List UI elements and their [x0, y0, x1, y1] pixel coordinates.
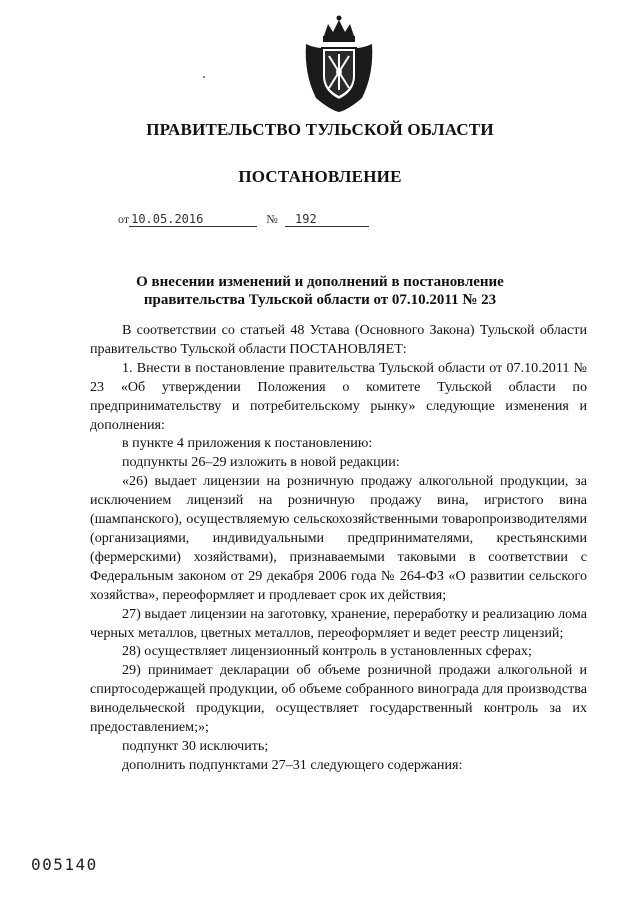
government-name: ПРАВИТЕЛЬСТВО ТУЛЬСКОЙ ОБЛАСТИ — [146, 120, 494, 139]
subpoint-29-paragraph: 29) принимает декларации об объеме розничной продажи алкогольной и спиртосодержащей продукции, об объеме собранного винограда для производства винодельческой продукции, осуществляет государственный контроль за их предоставлением;»; — [90, 662, 587, 736]
date-label: от — [118, 212, 130, 226]
subpoint-27-paragraph: 27) выдает лицензии на заготовку, хранение, переработку и реализацию лома черных металлов, цветных металлов, переоформляет и ведет реестр лицензий; — [90, 605, 587, 641]
document-body — [90, 321, 587, 775]
item-1-paragraph: 1. Внести в постановление правительства Тульской области от 07.10.2011 № 23 «Об утверждении Положения о комитете Тульской области по предпринимательству и потребительскому рынку» следующие изменения и дополнения: — [90, 359, 587, 433]
subpoint-30-paragraph: подпункт 30 исключить; — [122, 737, 269, 754]
title-line-1: О внесении изменений и дополнений в постановление — [136, 274, 504, 290]
title-line-2: правительства Тульской области от 07.10.2011 № 23 — [143, 292, 497, 308]
subpoint-28-paragraph: 28) осуществляет лицензионный контроль в установленных сферах; — [122, 643, 532, 660]
preamble-paragraph: В соответствии со статьей 48 Устава (Основного Закона) Тульской области правительство Тульской области ПОСТАНОВЛЯЕТ: — [90, 322, 587, 357]
addition-paragraph: дополнить подпунктами 27–31 следующего содержания: — [122, 756, 463, 773]
point-4-paragraph: в пункте 4 приложения к постановлению: — [122, 435, 373, 452]
coat-of-arms-icon — [300, 14, 378, 114]
number-value: 192 — [285, 213, 369, 227]
subpoints-26-29-paragraph: подпункты 26–29 изложить в новой редакции: — [122, 454, 400, 471]
document-meta — [118, 212, 369, 227]
document-title — [0, 273, 640, 309]
document-type: ПОСТАНОВЛЕНИЕ — [238, 167, 402, 186]
serial-number: 005140 — [31, 855, 98, 874]
scan-speck — [203, 76, 205, 78]
number-label: № — [266, 212, 278, 226]
subpoint-26-paragraph: «26) выдает лицензии на розничную продажу алкогольной продукции, за исключением лицензий на розничную продажу вина, игристого вина (шампанского), осуществляемую сельскохозяйственными товаропроизводителями (организациями, индивидуальными предпринимателями, крестьянскими (фермерскими) хозяйствами), признаваемыми таковыми в соответствии с Федеральным законом от 29 декабря 2006 года № 264-ФЗ «О развитии сельского хозяйства», переоформляет и продлевает срок их действия; — [90, 473, 587, 603]
date-value: 10.05.2016 — [129, 213, 257, 227]
